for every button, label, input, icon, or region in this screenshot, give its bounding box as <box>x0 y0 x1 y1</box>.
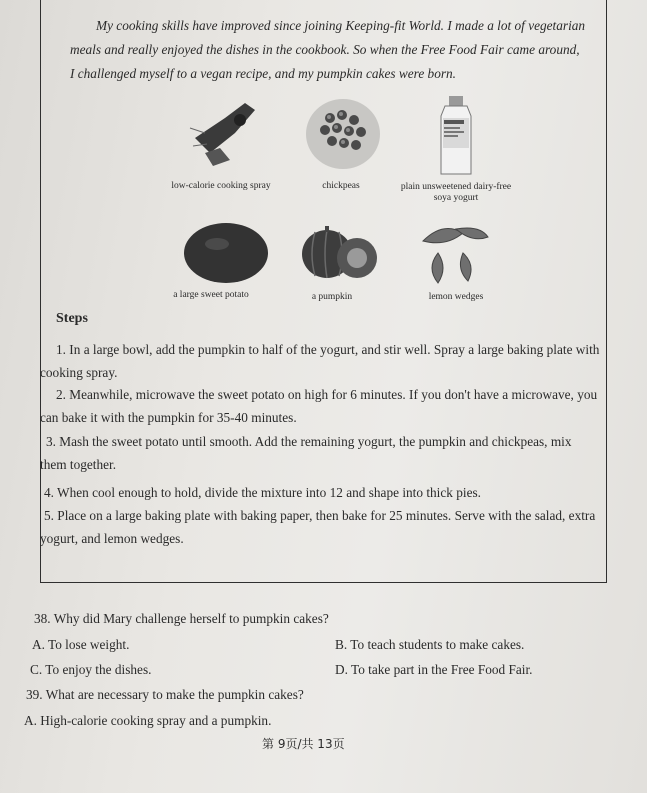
caption-chickpeas: chickpeas <box>322 181 360 191</box>
intro-paragraph <box>70 14 600 86</box>
lemon-wedges-image <box>418 223 490 285</box>
option-38-b: B. To teach students to make cakes. <box>335 637 525 652</box>
option-38-c: C. To enjoy the dishes. <box>30 662 152 677</box>
soya-yogurt-image <box>437 96 477 176</box>
intro-line-3: I challenged myself to a vegan recipe, and my pumpkin cakes were born. <box>70 66 456 81</box>
option-39-a: A. High-calorie cooking spray and a pumpkin. <box>24 713 272 728</box>
caption-lemon-wedges: lemon wedges <box>428 292 484 302</box>
step-5: 5. Place on a large baking plate with baking paper, then bake for 25 minutes. Serve with the salad, extra yogurt, and lemon wedges. <box>40 508 596 546</box>
question-38: 38. Why did Mary challenge herself to pumpkin cakes? <box>34 611 329 626</box>
caption-cooking-spray: low-calorie cooking spray <box>171 181 271 191</box>
page-footer: 第 9页/共 13页 <box>262 737 345 751</box>
cooking-spray-image <box>185 98 265 168</box>
option-38-a: A. To lose weight. <box>32 637 130 652</box>
step-2: 2. Meanwhile, microwave the sweet potato on high for 6 minutes. If you don't have a microwave, you can bake it with the pumpkin for 35-40 minutes. <box>40 387 598 425</box>
question-39: 39. What are necessary to make the pumpkin cakes? <box>26 687 304 702</box>
step-4: 4. When cool enough to hold, divide the mixture into 12 and shape into thick pies. <box>44 485 481 500</box>
steps-title: Steps <box>56 311 88 326</box>
option-38-d: D. To take part in the Free Food Fair. <box>335 662 533 677</box>
chickpeas-image <box>305 98 381 170</box>
intro-line-1: My cooking skills have improved since joining Keeping-fit World. I made a lot of vegetarian <box>96 18 586 33</box>
intro-line-2: meals and really enjoyed the dishes in the cookbook. So when the Free Food Fair came around, <box>70 42 580 57</box>
pumpkin-image <box>301 226 379 282</box>
caption-soya-yogurt: plain unsweetened dairy-free soya yogurt <box>400 182 512 203</box>
caption-pumpkin: a pumpkin <box>311 292 353 302</box>
step-1: 1. In a large bowl, add the pumpkin to half of the yogurt, and stir well. Spray a large baking plate with cooking spray. <box>40 342 600 380</box>
caption-sweet-potato: a large sweet potato <box>173 290 249 300</box>
sweet-potato-image <box>183 222 269 284</box>
step-3: 3. Mash the sweet potato until smooth. Add the remaining yogurt, the pumpkin and chickpeas, mix them together. <box>40 434 572 472</box>
